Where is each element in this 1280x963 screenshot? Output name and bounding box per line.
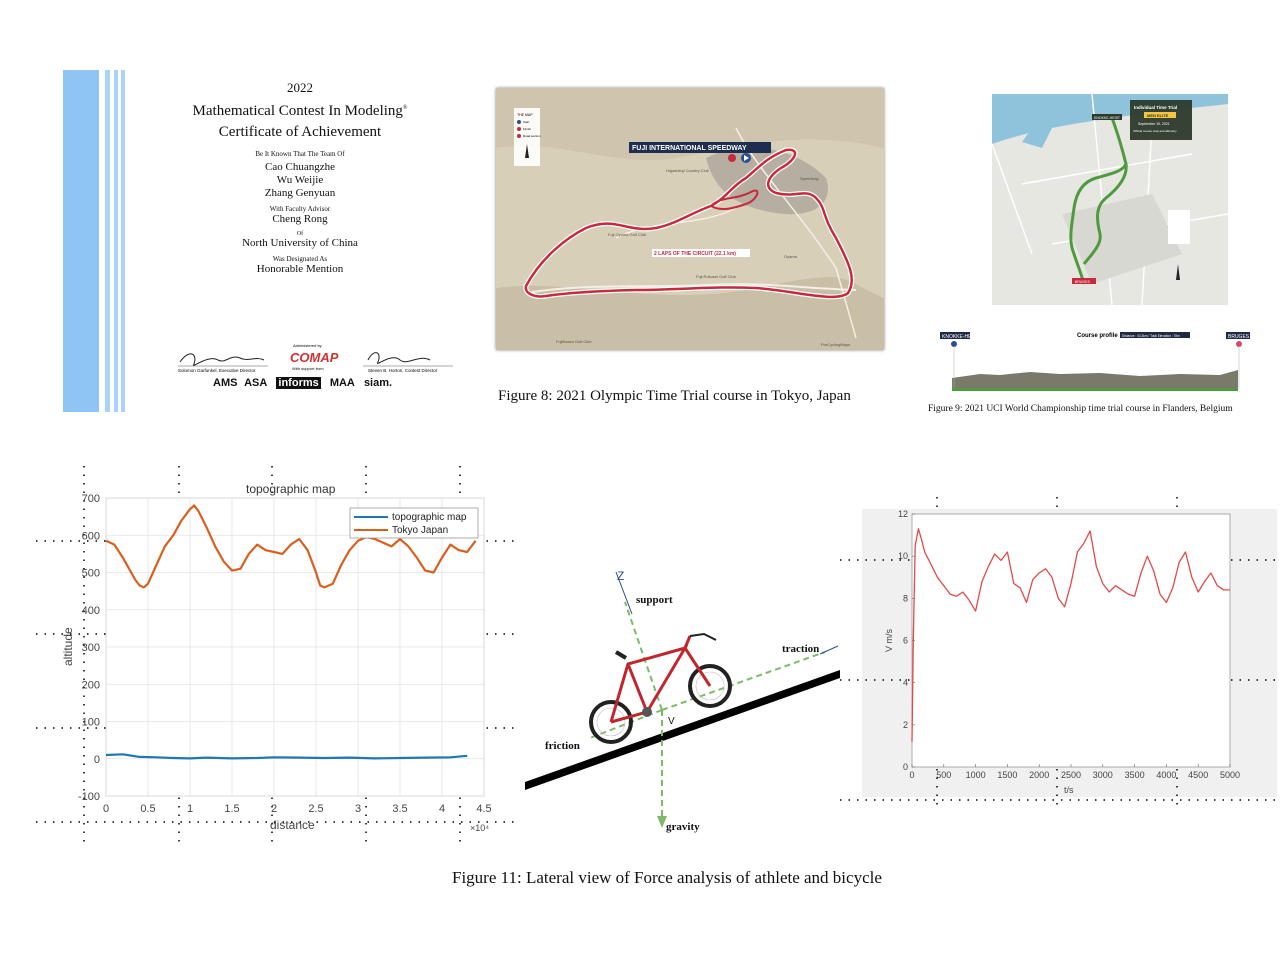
advisor-intro: With Faculty Advisor <box>269 205 331 213</box>
x-tick-label: 5000 <box>1219 770 1241 780</box>
z-label: Z <box>617 569 625 583</box>
x-tick-label: 3 <box>354 803 362 815</box>
place-label: Oyama <box>784 254 797 259</box>
course-profile <box>940 330 1252 394</box>
y-axis-label: V m/s <box>884 628 894 652</box>
team-member: Zhang Genyuan <box>264 187 336 199</box>
place-label: Fujifiwaza Golf Club <box>556 339 592 344</box>
slope <box>525 670 840 790</box>
x-tick-label: 4 <box>438 803 446 815</box>
x-tick-label: 3.5 <box>392 803 408 815</box>
y-tick-label: 2 <box>902 719 908 730</box>
legend-finish: Finish <box>523 127 532 131</box>
y-tick-label: 6 <box>902 635 908 646</box>
flanders-category: MEN ELITE <box>1147 113 1169 118</box>
y-tick-label: 10 <box>897 551 908 562</box>
award-name: Honorable Mention <box>256 263 344 275</box>
x-tick-label: 1500 <box>997 770 1018 780</box>
signer-right: Steven B. Horton, Contest Director <box>368 368 438 373</box>
x-tick-label: 1 <box>186 803 194 815</box>
profile-distance: Distance : 43.3km / Total Elevation : 78m <box>1122 334 1180 338</box>
chart-legend <box>350 508 478 538</box>
figure-9-caption: Figure 9: 2021 UCI World Championship time trial course in Flanders, Belgium <box>928 404 1233 414</box>
certificate-title <box>127 103 473 120</box>
traction-vector <box>662 652 825 710</box>
x-tick-label: 4000 <box>1156 770 1177 780</box>
asa-logo: ASA <box>244 377 268 389</box>
gravity-label: gravity <box>666 821 700 833</box>
certificate-intro: Be It Known That The Team Of <box>255 150 345 158</box>
team-member: Wu Weijie <box>276 174 324 186</box>
certificate-stripes <box>63 70 127 412</box>
x-tick-label: 1.5 <box>224 803 240 815</box>
handlebar <box>690 634 716 640</box>
crank <box>642 707 652 717</box>
x-tick-label: 3000 <box>1092 770 1113 780</box>
force-diagram <box>520 560 845 840</box>
x-axis-label: distance <box>270 818 315 832</box>
x-tick-label: 4500 <box>1188 770 1209 780</box>
y-tick-label: 8 <box>902 593 908 604</box>
y-tick-label: 12 <box>897 509 908 519</box>
figure-11-caption: Figure 11: Lateral view of Force analysis of athlete and bicycle <box>452 868 882 887</box>
profile-shape <box>952 370 1238 390</box>
signer-left: Solomon Garfunkel, Executive Director <box>178 368 256 373</box>
signatures <box>168 340 468 380</box>
flanders-title: Individual Time Trial <box>1134 105 1178 110</box>
plot-area <box>912 514 1230 767</box>
y-tick-label: 400 <box>81 604 100 617</box>
figure-8-caption: Figure 8: 2021 Olympic Time Trial course in Tokyo, Japan <box>498 388 851 404</box>
bike-seat <box>616 652 626 658</box>
v-label: V <box>668 716 675 727</box>
place-label: Higashifuji Country Club <box>666 168 709 173</box>
legend-start: Start <box>523 120 530 124</box>
legend-label: topographic map <box>392 512 467 523</box>
flanders-course-map <box>992 94 1228 305</box>
y-tick-label: 500 <box>81 567 100 580</box>
profile-finish: BRUGES <box>1228 334 1250 340</box>
y-tick-label: 0 <box>93 753 100 766</box>
support-label: With support from <box>292 366 324 371</box>
topographic-chart <box>36 466 520 846</box>
of-label: Of <box>296 231 304 237</box>
y-tick-label: -100 <box>77 791 100 803</box>
laps-label: 2 LAPS OF THE CIRCUIT (22.1 km) <box>654 251 736 257</box>
place-label: Fuji Rokusei Golf Club <box>696 274 736 279</box>
ams-logo: AMS <box>213 377 238 389</box>
x-tick-label: 3500 <box>1124 770 1145 780</box>
designated-label: Was Designated As <box>272 255 328 263</box>
legend-title: THE MAP <box>517 113 533 117</box>
chart-title: topographic map <box>246 482 336 496</box>
profile-start: KNOKKE-HEIST <box>942 334 980 340</box>
place-label: Fuji Oyama Golf Club <box>608 232 647 237</box>
speed-chart <box>840 497 1280 807</box>
traction-label: traction <box>782 643 820 655</box>
map-start-label: KNOKKE-HEIST <box>1094 116 1121 120</box>
registered-mark: ® <box>402 105 408 111</box>
advisor-name: Cheng Rong <box>272 213 328 225</box>
y-tick-label: 700 <box>81 493 100 505</box>
support-label: support <box>636 594 673 606</box>
flanders-date: September 19, 2021 <box>1138 122 1170 126</box>
certificate-year: 2022 <box>287 80 313 95</box>
x-tick-label: 4.5 <box>476 803 492 815</box>
certificate-body <box>127 70 473 275</box>
x-tick-label: 1000 <box>965 770 986 780</box>
administered-label: Administered by <box>293 343 322 348</box>
informs-logo: informs <box>278 377 319 389</box>
x-multiplier: ×10⁴ <box>470 823 490 833</box>
x-tick-label: 500 <box>936 770 952 780</box>
x-tick-label: 2.5 <box>308 803 324 815</box>
x-tick-label: 2500 <box>1060 770 1082 780</box>
map-finish-label: BRUGES <box>1075 280 1090 284</box>
y-axis-label: altitude <box>61 627 75 666</box>
x-tick-label: 2 <box>270 803 278 815</box>
flanders-legend <box>1168 210 1190 244</box>
team-member: Cao Chuangzhe <box>265 161 335 173</box>
school-name: North University of China <box>242 237 358 249</box>
legend-road: Road section <box>523 134 541 138</box>
legend-label: Tokyo Japan <box>392 525 449 536</box>
certificate-title-text: Mathematical Contest In Modeling <box>192 103 403 119</box>
place-label: Speedway <box>800 176 819 181</box>
y-tick-label: 600 <box>81 530 100 543</box>
x-axis-label: t/s <box>1064 785 1074 795</box>
speedway-label: FUJI INTERNATIONAL SPEEDWAY <box>632 145 747 152</box>
tokyo-map-drawing <box>496 88 884 350</box>
certificate-subtitle: Certificate of Achievement <box>218 124 382 140</box>
x-tick-label: 2000 <box>1029 770 1050 780</box>
maa-logo: MAA <box>329 377 355 389</box>
y-tick-label: 200 <box>81 679 100 692</box>
finish-icon <box>728 154 736 162</box>
x-tick-label: 0.5 <box>140 803 156 815</box>
x-tick-label: 0 <box>102 803 110 815</box>
signature-left <box>180 354 264 365</box>
flanders-map-drawing <box>992 94 1228 305</box>
signature-right <box>368 353 430 364</box>
y-tick-label: 300 <box>81 642 100 654</box>
sponsor-logos <box>213 377 473 397</box>
y-tick-label: 0 <box>902 762 908 772</box>
certificate <box>63 70 473 412</box>
comap-logo: COMAP <box>290 350 339 365</box>
y-tick-label: 4 <box>902 677 908 688</box>
tokyo-course-map <box>496 88 884 350</box>
map-credit: ProCyclingMaps <box>821 342 851 347</box>
flanders-note: Official course map and altimetry <box>1133 129 1177 133</box>
profile-title: Course profile <box>1077 333 1118 339</box>
siam-logo: siam. <box>363 377 393 389</box>
y-tick-label: 100 <box>81 716 100 729</box>
bicycle <box>591 634 730 742</box>
friction-label: friction <box>545 740 580 752</box>
x-tick-label: 0 <box>909 770 915 780</box>
